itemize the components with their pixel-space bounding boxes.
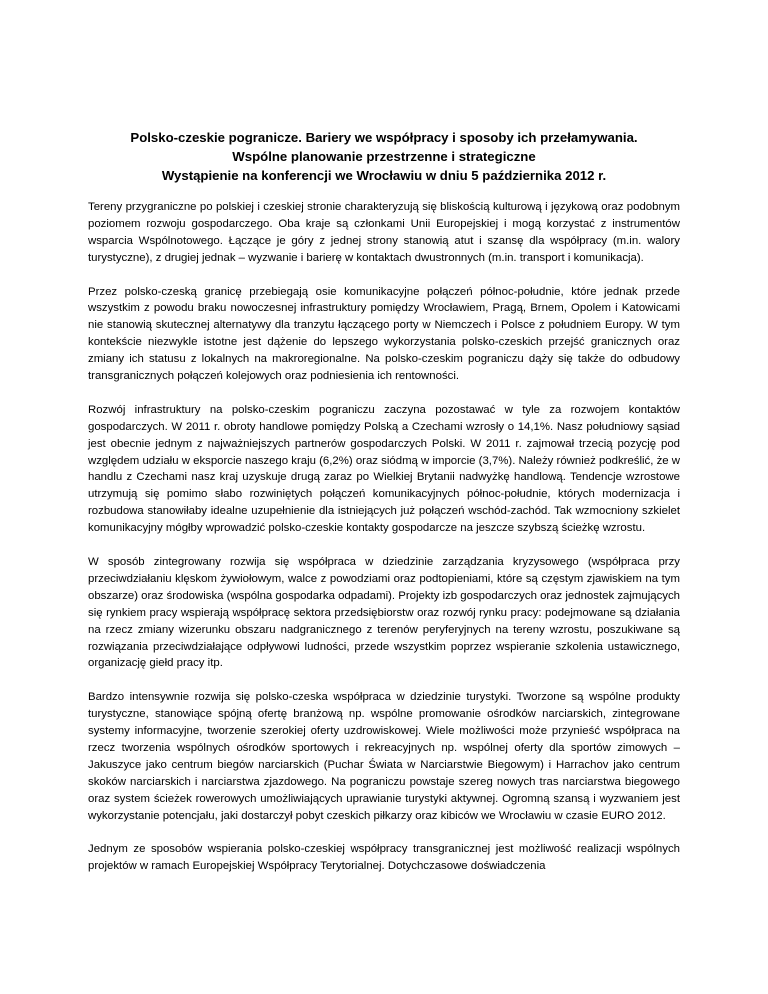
paragraph-5: Bardzo intensywnie rozwija się polsko-czeska współpraca w dziedzinie turystyki. Tworzone są wspólne produkty turystyczne, stanowiące spójną ofertę branżową np. wspólne promowanie ośrodków narciarskich, zintegrowane systemy informacyjne, tworzenie szerokiej oferty uzdrowiskowej. Wiele możliwości może przynieść współpraca na rzecz tworzenia wspólnych ośrodków sportowych i rekreacyjnych np. wspólnej oferty dla sportów zimowych – Jakuszyce jako centrum biegów narciarskich (Puchar Świata w Narciarstwie Biegowym) i Harrachov jako centrum skoków narciarskich i narciarstwa zjazdowego. Na pograniczu powstaje szereg nowych tras narciarstwa biegowego oraz system ścieżek rowerowych umożliwiających uprawianie turystyki aktywnej. Ogromną szansą i wyzwaniem jest wykorzystanie potencjału, jaki dostarczył pobyt czeskich piłkarzy oraz kibiców we Wrocławiu w czasie EURO 2012. [88,691,680,822]
paragraph-1: Tereny przygraniczne po polskiej i czeskiej stronie charakteryzują się bliskością kulturową i językową oraz podobnym poziomem rozwoju gospodarczego. Oba kraje są członkami Unii Europejskiej i mogą korzystać z instrumentów wsparcia Wspólnotowego. Łączące je góry z jednej strony stanowią atut i szansę dla współpracy (m.in. walory turystyczne), z drugiej jednak – wyzwanie i barierę w kontaktach dwustronnych (m.in. transport i komunikacja). [88,201,680,264]
paragraph-6: Jednym ze sposobów wspierania polsko-czeskiej współpracy transgranicznej jest możliwość realizacji wspólnych projektów w ramach Europejskiej Współpracy Terytorialnej. Dotychczasowe doświadczenia [88,843,680,873]
document-title [88,128,680,185]
paragraph-4: W sposób zintegrowany rozwija się współpraca w dziedzinie zarządzania kryzysowego (współpraca przy przeciwdziałaniu klęskom żywiołowym, walce z powodziami oraz podtopieniami, które są częstym zjawiskiem na tym obszarze) oraz środowiska (wspólna gospodarka odpadami). Projekty izb gospodarczych oraz jednostek zajmujących się rynkiem pracy wspierają współpracę sektora przedsiębiorstw oraz rozwój rynku pracy: podejmowane są działania na rzecz zmiany wizerunku obszaru nadgranicznego z terenów peryferyjnych na tereny wzrostu, poszukiwane są rozwiązania przeciwdziałające odpływowi ludności, przede wszystkim poprzez wspieranie szkolenia ustawicznego, organizację giełd pracy itp. [88,555,680,670]
title-line-3: Wystąpienie na konferencji we Wrocławiu w dniu 5 października 2012 r. [161,168,607,183]
title-line-1: Polsko-czeskie pogranicze. Bariery we współpracy i sposoby ich przełamywania. [130,130,638,145]
paragraph-2: Przez polsko-czeską granicę przebiegają osie komunikacyjne połączeń północ-południe, które jednak przede wszystkim z powodu braku nowoczesnej infrastruktury pomiędzy Wrocławiem, Pragą, Brnem, Opolem i Katowicami nie stanowią skutecznej alternatywy dla tranzytu łączącego porty w Niemczech i Polsce z południem Europy. W tym kontekście niezwykle istotne jest dążenie do lepszego wykorzystania polsko-czeskich przejść granicznych oraz zmiany ich statusu z lokalnych na makroregionalne. Na polsko-czeskim pograniczu dąży się także do odbudowy transgranicznych połączeń kolejowych oraz podniesienia ich rentowności. [88,285,680,383]
title-line-2: Wspólne planowanie przestrzenne i strategiczne [232,149,536,164]
document-page [88,128,680,892]
paragraph-3: Rozwój infrastruktury na polsko-czeskim pograniczu zaczyna pozostawać w tyle za rozwojem kontaktów gospodarczych. W 2011 r. obroty handlowe pomiędzy Polską a Czechami wzrosły o 14,1%. Nasz południowy sąsiad jest obecnie jednym z najważniejszych partnerów gospodarczych Polski. W 2011 r. zajmował trzecią pozycję pod względem udziału w eksporcie naszego kraju (6,2%) oraz siódmą w imporcie (3,7%). Należy również podkreślić, że w handlu z Czechami nasz kraj uzyskuje drugą zaraz po Wielkiej Brytanii nadwyżkę handlową. Tendencje wzrostowe utrzymują się pomimo słabo rozwiniętych połączeń komunikacyjnych północ-południe, których modernizacja i rozbudowa stanowiłaby idealne uzupełnienie dla istniejących już połączeń wschód-zachód. Tak wzmocniony szkielet komunikacyjny mógłby wprowadzić polsko-czeskie kontakty gospodarcze na jeszcze szybszą ścieżkę wzrostu. [88,403,680,535]
